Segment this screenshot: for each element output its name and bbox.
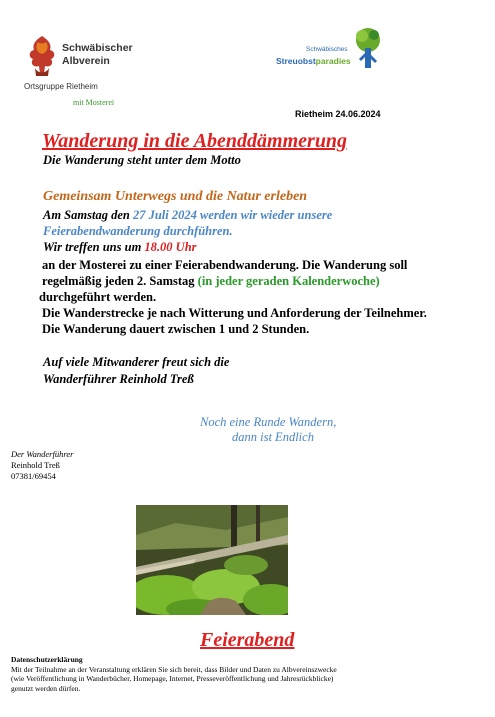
albverein-logo: [24, 32, 164, 104]
ortsgruppe-label: Ortsgruppe Rietheim: [24, 82, 98, 91]
slogan-line-2: dann ist Endlich: [232, 430, 314, 444]
closing-line-2: Wanderführer Reinhold Treß: [43, 372, 194, 386]
motto-intro: Die Wanderung steht unter dem Motto: [43, 153, 241, 167]
tree-icon: [352, 26, 384, 74]
privacy-heading: Datenschutzerklärung: [11, 655, 83, 664]
body-line-6: durchgeführt werden.: [39, 290, 157, 304]
date-line: Rietheim 24.06.2024: [295, 109, 381, 119]
oak-leaf-icon: [26, 34, 58, 80]
body-line-4: an der Mosterei zu einer Feierabendwanderung. Die Wanderung soll: [42, 258, 408, 272]
streuobst-line2: Streuobstparadies: [276, 56, 351, 66]
body-line-1: Am Samstag den 27 Juli 2024 werden wir wieder unsere: [43, 208, 333, 222]
signature-name: Reinhold Treß: [11, 460, 60, 470]
privacy-notice: [11, 655, 491, 693]
feierabend-heading: Feierabend: [200, 629, 295, 651]
event-date: 27 Juli 2024 werden wir wieder unsere: [132, 208, 333, 222]
slogan-line-1: Noch eine Runde Wandern,: [200, 415, 337, 429]
signature-role: Der Wanderführer: [11, 449, 74, 459]
body-line-7: Die Wanderstrecke je nach Witterung und Anforderung der Teilnehmer.: [42, 306, 427, 320]
streuobst-logo: [276, 26, 386, 78]
motto-subtitle: Gemeinsam Unterwegs und die Natur erleben: [43, 189, 308, 204]
calendar-week-note: (in jeder geraden Kalenderwoche): [197, 274, 380, 288]
closing-line-1: Auf viele Mitwanderer freut sich die: [43, 355, 230, 369]
body-line-3: Wir treffen uns um 18.00 Uhr: [43, 240, 197, 254]
body-line-5: regelmäßig jeden 2. Samstag (in jeder geraden Kalenderwoche): [42, 274, 380, 288]
main-title: Wanderung in die Abenddämmerung: [42, 130, 348, 152]
streuobst-line1: Schwäbisches: [306, 46, 348, 53]
signature-block: [11, 449, 73, 482]
body-line-8: Die Wanderung dauert zwischen 1 und 2 Stunden.: [42, 322, 310, 336]
privacy-line-2: (wie Veröffentlichung in Wanderbücher, Homepage, Internet, Presseveröffentlichung und Jahresrückblicke): [11, 674, 334, 683]
body-line-2: Feierabendwanderung durchführen.: [43, 224, 233, 238]
signature-phone: 07381/69454: [11, 471, 56, 481]
event-time: 18.00 Uhr: [144, 240, 197, 254]
privacy-line-1: Mit der Teilnahme an der Veranstaltung erklären Sie sich bereit, dass Bilder und Daten zu Albvereinszwecke: [11, 664, 337, 674]
privacy-line-3: genutzt werden dürfen.: [11, 683, 81, 693]
forest-moss-photo: [136, 505, 288, 615]
albverein-name-line1: Schwäbischer: [62, 42, 133, 54]
albverein-name-line2: Albverein: [62, 55, 110, 67]
mit-mosterei-label: mit Mosterei: [73, 98, 115, 107]
